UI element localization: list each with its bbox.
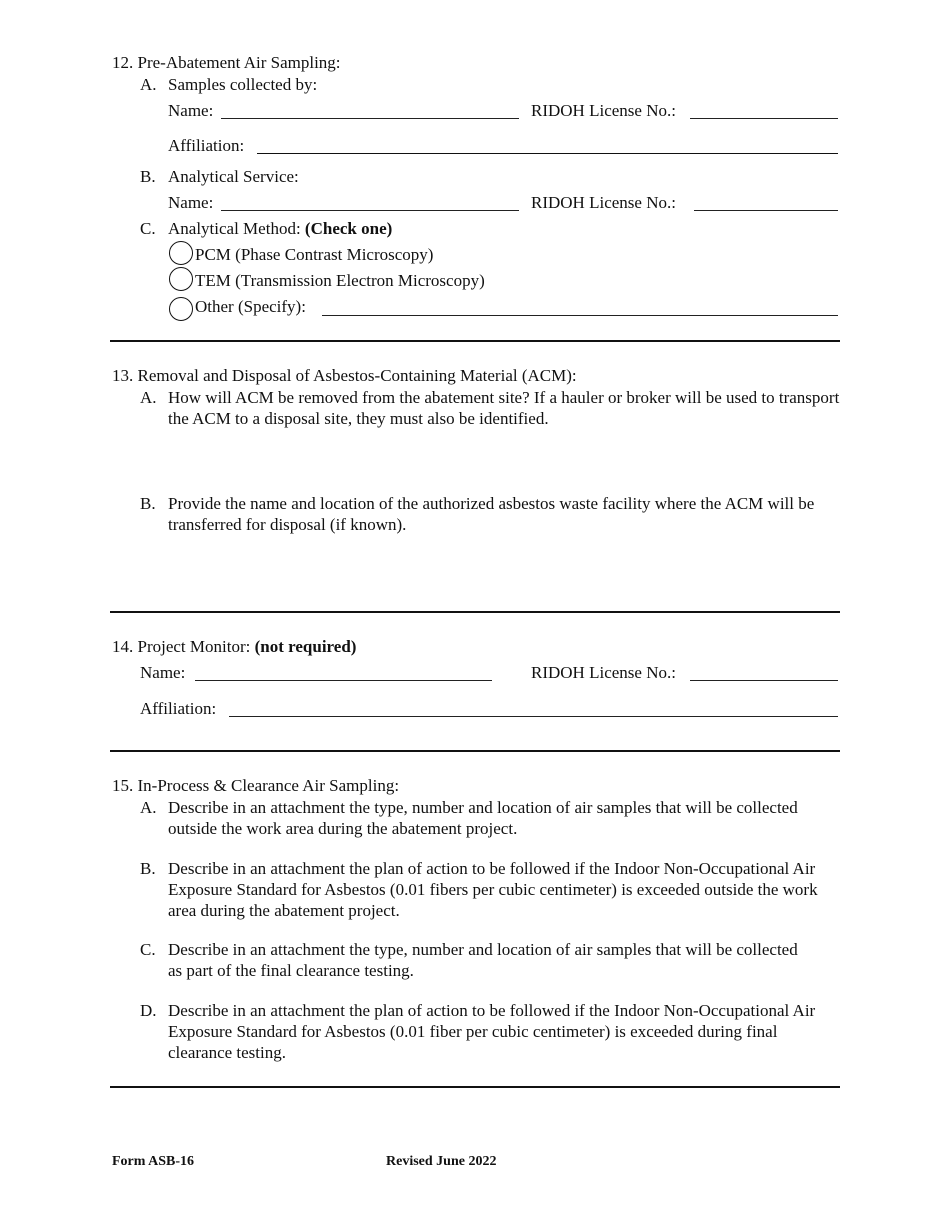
radio-other[interactable] [169, 297, 193, 321]
radio-pcm[interactable] [169, 241, 193, 265]
radio-tem[interactable] [169, 267, 193, 291]
section-divider [110, 750, 840, 752]
section-15-heading: 15. In-Process & Clearance Air Sampling: [112, 776, 400, 795]
sampler-license-label: RIDOH License No.: [531, 101, 676, 120]
section-12a-title: Samples collected by: [168, 75, 318, 94]
section-12b-title: Analytical Service: [168, 167, 299, 186]
option-tem-label: TEM (Transmission Electron Microscopy) [195, 271, 485, 290]
section-13a-label: A. [140, 388, 157, 407]
section-12a-label: A. [140, 75, 157, 94]
section-14-heading [112, 637, 356, 657]
analytical-method-label: Analytical Method: [168, 219, 305, 238]
section-15d-label: D. [140, 1001, 157, 1020]
section-divider [110, 1086, 840, 1088]
check-one-note: (Check one) [304, 219, 393, 238]
sampler-affiliation-label: Affiliation: [168, 136, 245, 155]
section-13a-text: How will ACM be removed from the abatement site? If a hauler or broker will be used to transport the ACM to a disposal site, they must also be identified. [168, 388, 840, 428]
section-divider [110, 340, 840, 342]
section-12b-label: B. [140, 167, 156, 186]
option-other-label: Other (Specify): [195, 297, 306, 316]
section-15b-label: B. [140, 859, 156, 878]
section-15c-text: Describe in an attachment the type, number and location of air samples that will be collected as part of the final clearance testing. [168, 940, 798, 980]
monitor-license-field[interactable] [690, 680, 838, 681]
not-required-note: (not required) [254, 637, 357, 656]
sampler-name-label: Name: [168, 101, 214, 120]
section-13b-label: B. [140, 494, 156, 513]
analytical-license-label: RIDOH License No.: [531, 193, 676, 212]
section-15a-label: A. [140, 798, 157, 817]
project-monitor-label: 14. Project Monitor: [112, 637, 255, 656]
section-15a-text: Describe in an attachment the type, number and location of air samples that will be collected outside the work area during the abatement project. [168, 798, 798, 838]
option-pcm-label: PCM (Phase Contrast Microscopy) [195, 245, 434, 264]
monitor-license-label: RIDOH License No.: [531, 663, 676, 682]
sampler-affiliation-field[interactable] [257, 153, 838, 154]
section-12c-label: C. [140, 219, 156, 238]
sampler-license-field[interactable] [690, 118, 838, 119]
revision-date: Revised June 2022 [386, 1154, 497, 1169]
section-15d-text: Describe in an attachment the plan of action to be followed if the Indoor Non-Occupational Air Exposure Standard for Asbestos (0.01 fiber per cubic centimeter) is exceeded during final clearance testing. [168, 1001, 816, 1062]
form-id: Form ASB-16 [112, 1154, 195, 1169]
other-specify-field[interactable] [322, 315, 838, 316]
monitor-name-field[interactable] [195, 680, 492, 681]
monitor-affiliation-field[interactable] [229, 716, 838, 717]
section-13-heading: 13. Removal and Disposal of Asbestos-Containing Material (ACM): [112, 366, 577, 385]
sampler-name-field[interactable] [221, 118, 519, 119]
section-15b-text: Describe in an attachment the plan of action to be followed if the Indoor Non-Occupational Air Exposure Standard for Asbestos (0.01 fibers per cubic centimeter) is exceeded outside the work area during the abatement project. [168, 859, 818, 920]
section-divider [110, 611, 840, 613]
section-15c-label: C. [140, 940, 156, 959]
analytical-name-field[interactable] [221, 210, 519, 211]
section-12-heading: 12. Pre-Abatement Air Sampling: [112, 53, 341, 72]
monitor-affiliation-label: Affiliation: [140, 699, 217, 718]
section-13b-text: Provide the name and location of the authorized asbestos waste facility where the ACM will be transferred for disposal (if known). [168, 494, 815, 534]
analytical-license-field[interactable] [694, 210, 838, 211]
section-12c-title [168, 219, 392, 239]
monitor-name-label: Name: [140, 663, 186, 682]
analytical-name-label: Name: [168, 193, 214, 212]
